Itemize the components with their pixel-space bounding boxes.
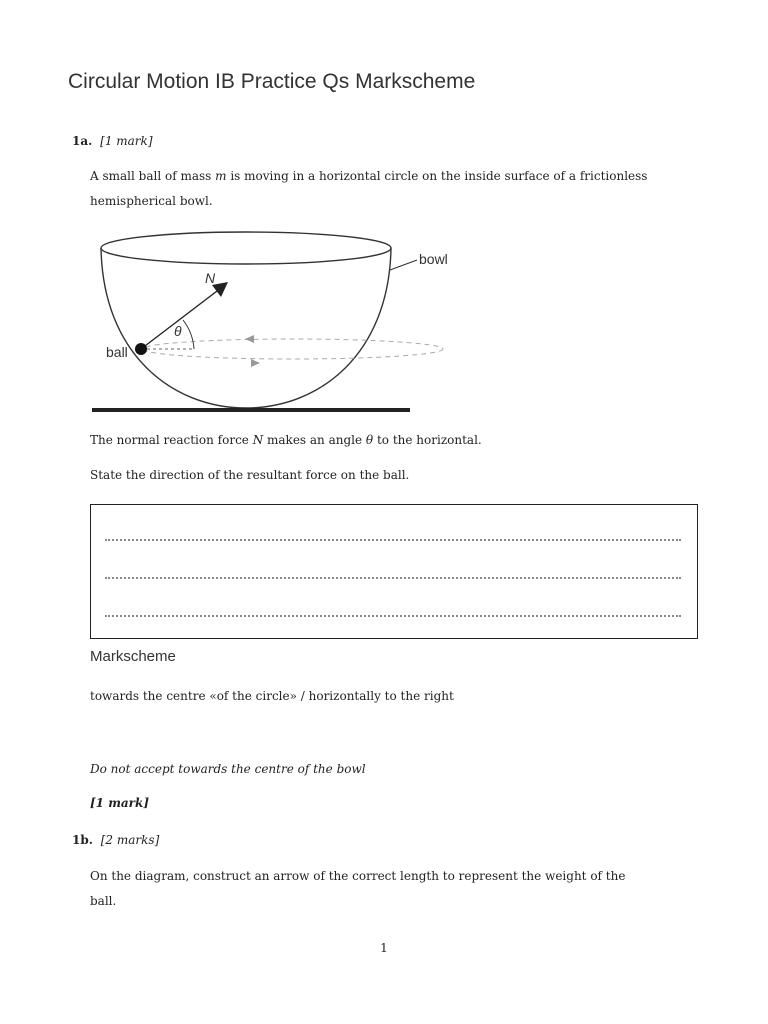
question-number: 1a. [72, 134, 93, 148]
force-label: N [205, 270, 216, 286]
answer-line-2 [105, 577, 681, 579]
bowl-outline [101, 248, 391, 408]
answer-box[interactable] [90, 504, 698, 639]
bowl-diagram [88, 225, 458, 417]
question-marks: [1 mark] [100, 134, 153, 148]
question-marks: [2 marks] [100, 833, 160, 847]
question-number: 1b. [72, 833, 93, 847]
markscheme-note: Do not accept towards the centre of the bowl [90, 762, 366, 776]
angle-arc [183, 320, 194, 349]
page-title: Circular Motion IB Practice Qs Markscheme [68, 70, 476, 93]
path-arrow-left [245, 335, 254, 343]
circular-path [143, 339, 443, 359]
markscheme-answer: towards the centre «of the circle» / horizontally to the right [90, 689, 454, 703]
markscheme-mark: [1 mark] [90, 796, 149, 810]
page-number: 1 [380, 941, 388, 955]
angle-label: θ [174, 323, 182, 339]
path-arrow-right [251, 359, 260, 367]
question-1a-header [72, 134, 153, 148]
ball [135, 343, 147, 355]
bowl-leader-line [390, 260, 417, 270]
question-1a-intro: A small ball of mass m is moving in a horizontal circle on the inside surface of a frictionless hemispherical bowl. [90, 169, 648, 208]
bowl-rim [101, 232, 391, 264]
ball-label: ball [106, 344, 128, 360]
question-1b-prompt: On the diagram, construct an arrow of the correct length to represent the weight of the ball. [90, 869, 626, 908]
bowl-label: bowl [419, 251, 448, 267]
answer-line-1 [105, 539, 681, 541]
normal-force-arrow [141, 288, 221, 349]
answer-line-3 [105, 615, 681, 617]
mass-variable: m [215, 169, 227, 183]
normal-force-statement: The normal reaction force N makes an angle θ to the horizontal. [90, 433, 482, 447]
markscheme-heading: Markscheme [90, 648, 176, 665]
question-1a-prompt: State the direction of the resultant force on the ball. [90, 468, 410, 482]
question-1b-header [72, 833, 159, 847]
